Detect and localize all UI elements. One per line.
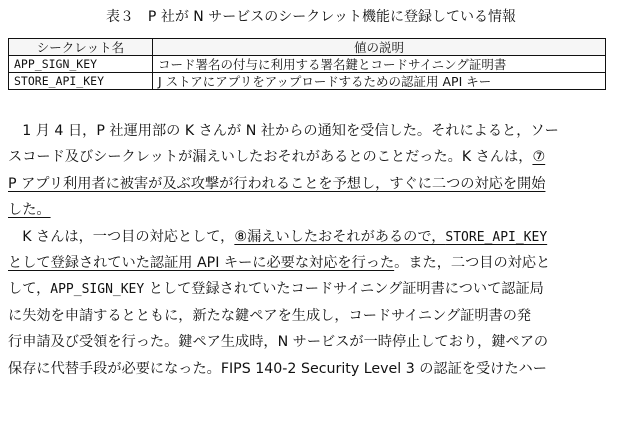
table-header-row [9,39,606,56]
text-line [8,250,614,276]
table-row [9,73,606,90]
secret-name-cell: APP_SIGN_KEY [9,56,153,73]
text-line [8,224,614,250]
text-line [8,303,614,329]
underlined-marker-7: ⑦ [532,149,546,166]
column-header-secret-name: シークレット名 [9,39,153,56]
column-header-value-description: 値の説明 [153,39,606,56]
paragraph-text: に失効を申請するとともに，新たな鍵ペアを生成し，コードサイニング証明書の発 [8,307,532,324]
value-description-cell: コード署名の付与に利用する署名鍵とコードサイニング証明書 [153,56,606,73]
underlined-text-7-end: した。 [8,202,51,219]
text-line [8,276,614,302]
text-line [8,118,614,144]
table-caption: 表３ P 社が N サービスのシークレット機能に登録している情報 [105,9,517,25]
paragraph-text: 1 月 4 日，P 社運用部の K さんが N 社からの通知を受信した。それによると，ソー [8,123,559,139]
paragraph-text: 。また，二つ目の対応と [394,254,551,271]
paragraph-text: K さんは，一つ目の対応として， [8,228,235,245]
paragraph-text: 保存に代替手段が必要になった。FIPS 140-2 Security Level 3 の認証を受けたハー [8,360,547,377]
text-line [8,197,614,223]
underlined-text-8-end: として登録されていた認証用 API キーに必要な対応を行った [8,254,395,271]
table-row [9,56,606,73]
underlined-text-7: P アプリ利用者に被害が及ぶ攻撃が行われることを予想し，すぐに二つの対応を開始 [8,175,546,192]
text-line [8,356,614,382]
text-line [8,329,614,355]
paragraph-text: して， [8,281,51,298]
secret-name-cell: STORE_API_KEY [9,73,153,90]
underlined-secret-name: STORE_API_KEY [445,229,548,245]
text-line [8,171,614,197]
body-text [8,118,614,382]
paragraph-text: スコード及びシークレットが漏えいしたおそれがあるとのことだった。K さんは， [8,149,533,166]
paragraph-text: 行申請及び受領を行った。鍵ペア生成時，N サービスが一時停止しており，鍵ペアの [8,334,549,351]
inline-secret-name: APP_SIGN_KEY [50,282,145,298]
secrets-table [8,38,606,90]
underlined-text-8: ⑧漏えいしたおそれがあるので， [234,228,446,245]
value-description-cell: J ストアにアプリをアップロードするための認証用 API キー [153,73,606,90]
text-line [8,144,614,170]
paragraph-text: として登録されていたコードサイニング証明書について認証局 [144,281,544,298]
